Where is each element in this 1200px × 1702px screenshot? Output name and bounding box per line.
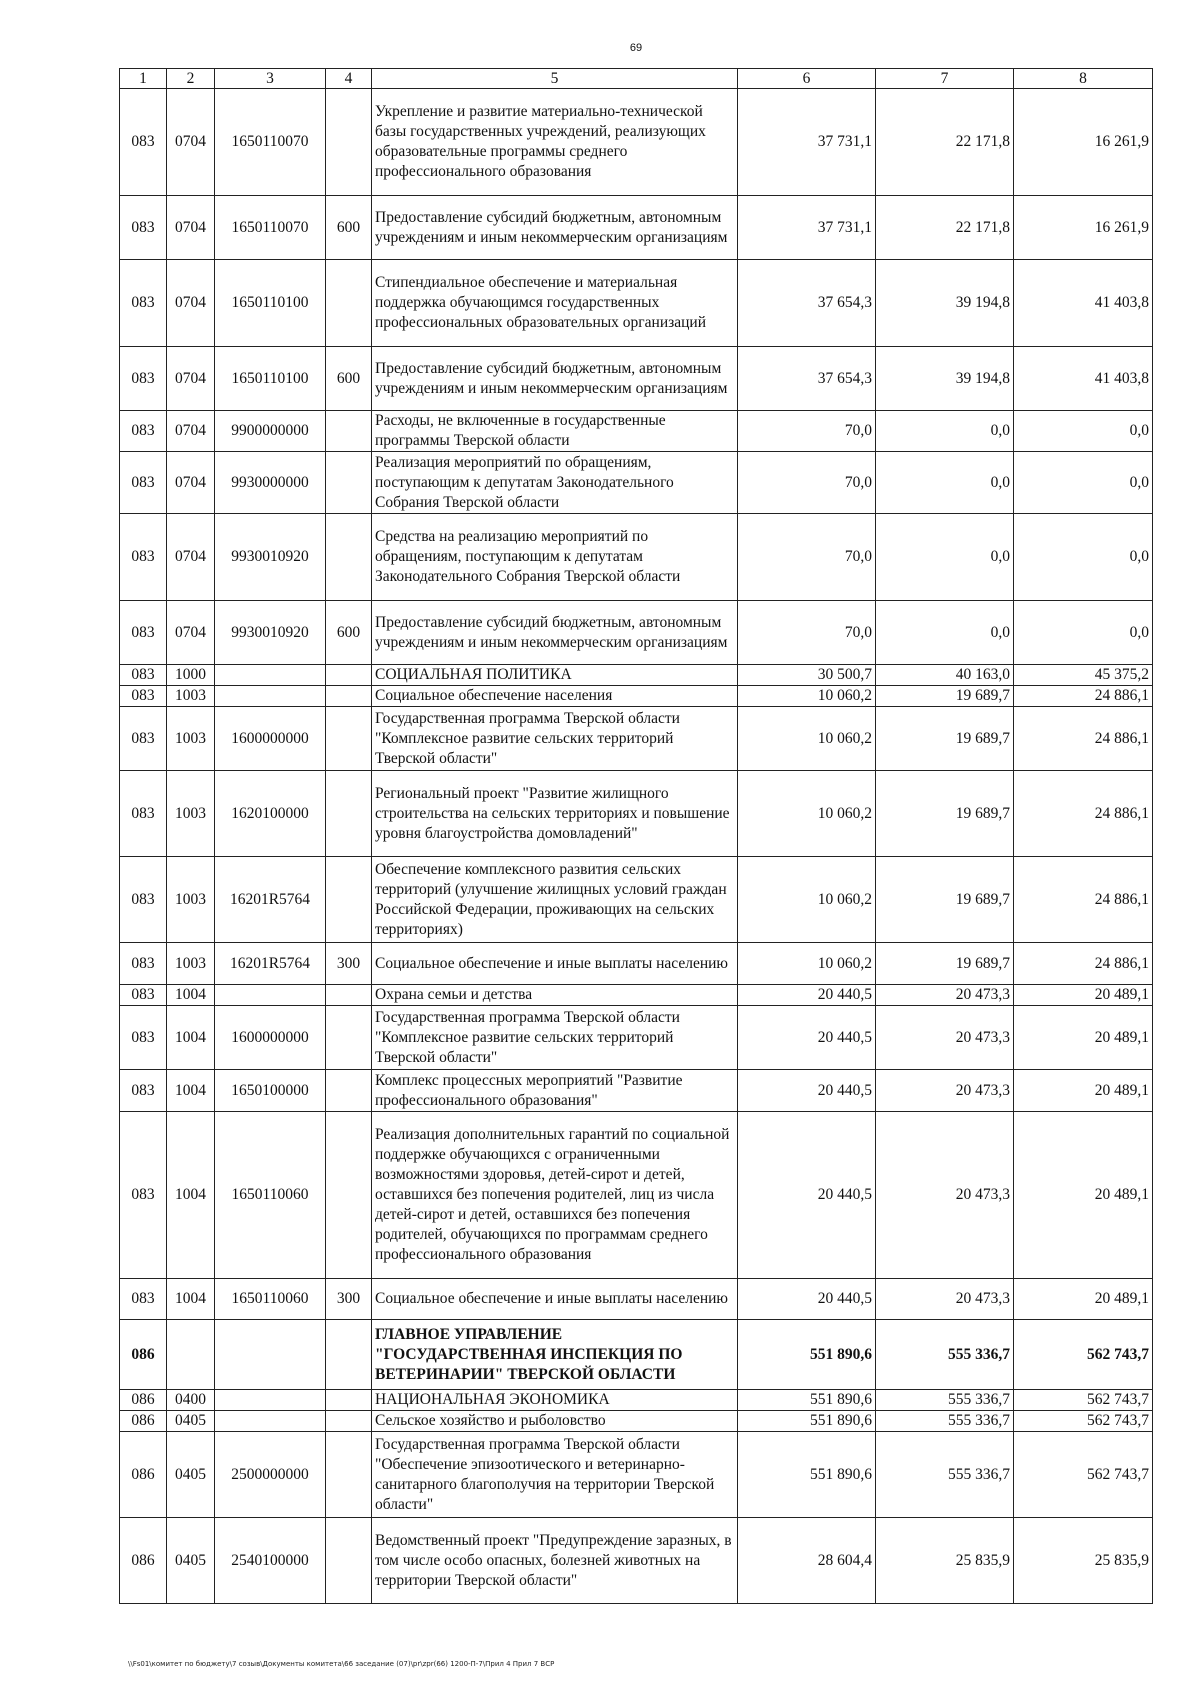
- amount-year1-cell: 20 440,5: [738, 1112, 876, 1279]
- amount-year1-cell: 37 654,3: [738, 347, 876, 411]
- description-cell: Предоставление субсидий бюджетным, автономным учреждениям и иным некоммерческим организациям: [372, 196, 738, 260]
- amount-year2-cell: 20 473,3: [876, 985, 1014, 1006]
- amount-year2-cell: 0,0: [876, 514, 1014, 601]
- column-header-1: 1: [120, 69, 167, 89]
- amount-year3-cell: 20 489,1: [1014, 1006, 1153, 1070]
- amount-year3-cell: 0,0: [1014, 514, 1153, 601]
- expense-type-cell: [326, 1112, 372, 1279]
- table-row: [120, 857, 1153, 943]
- section-code-cell: 0704: [167, 89, 215, 196]
- chapter-code-cell: 083: [120, 943, 167, 985]
- amount-year3-cell: 20 489,1: [1014, 985, 1153, 1006]
- expense-type-cell: [326, 89, 372, 196]
- section-code-cell: 1004: [167, 1112, 215, 1279]
- expense-type-cell: [326, 1320, 372, 1390]
- amount-year3-cell: 0,0: [1014, 411, 1153, 452]
- target-article-cell: [215, 1320, 326, 1390]
- amount-year3-cell: 0,0: [1014, 601, 1153, 665]
- table-row: [120, 707, 1153, 771]
- section-code-cell: [167, 1320, 215, 1390]
- section-code-cell: 0405: [167, 1432, 215, 1518]
- target-article-cell: 9900000000: [215, 411, 326, 452]
- expense-type-cell: 600: [326, 196, 372, 260]
- amount-year2-cell: 19 689,7: [876, 943, 1014, 985]
- amount-year3-cell: 20 489,1: [1014, 1070, 1153, 1112]
- amount-year3-cell: 24 886,1: [1014, 857, 1153, 943]
- amount-year3-cell: 16 261,9: [1014, 196, 1153, 260]
- target-article-cell: 2540100000: [215, 1518, 326, 1604]
- amount-year3-cell: 24 886,1: [1014, 943, 1153, 985]
- target-article-cell: [215, 985, 326, 1006]
- section-code-cell: 0704: [167, 452, 215, 514]
- target-article-cell: 1650110060: [215, 1279, 326, 1320]
- amount-year2-cell: 0,0: [876, 601, 1014, 665]
- chapter-code-cell: 083: [120, 686, 167, 707]
- table-body: [120, 89, 1153, 1604]
- amount-year3-cell: 24 886,1: [1014, 707, 1153, 771]
- amount-year2-cell: 555 336,7: [876, 1411, 1014, 1432]
- amount-year3-cell: 45 375,2: [1014, 665, 1153, 686]
- description-cell: Обеспечение комплексного развития сельских территорий (улучшение жилищных условий граждан Российской Федерации, проживающих на сельских территориях): [372, 857, 738, 943]
- amount-year2-cell: 22 171,8: [876, 89, 1014, 196]
- table-row: [120, 665, 1153, 686]
- expense-type-cell: [326, 452, 372, 514]
- amount-year2-cell: 22 171,8: [876, 196, 1014, 260]
- table-row: [120, 601, 1153, 665]
- target-article-cell: 1600000000: [215, 1006, 326, 1070]
- table-row: [120, 514, 1153, 601]
- expense-type-cell: [326, 985, 372, 1006]
- section-code-cell: 1004: [167, 1006, 215, 1070]
- expense-type-cell: [326, 1411, 372, 1432]
- amount-year3-cell: 562 743,7: [1014, 1411, 1153, 1432]
- description-cell: Государственная программа Тверской области "Комплексное развитие сельских территорий Тверской области": [372, 707, 738, 771]
- target-article-cell: 1650110100: [215, 260, 326, 347]
- expense-type-cell: 300: [326, 1279, 372, 1320]
- description-cell: Предоставление субсидий бюджетным, автономным учреждениям и иным некоммерческим организациям: [372, 347, 738, 411]
- chapter-code-cell: 086: [120, 1390, 167, 1411]
- section-code-cell: 0704: [167, 196, 215, 260]
- expense-type-cell: [326, 411, 372, 452]
- section-code-cell: 0704: [167, 260, 215, 347]
- section-code-cell: 0405: [167, 1411, 215, 1432]
- description-cell: НАЦИОНАЛЬНАЯ ЭКОНОМИКА: [372, 1390, 738, 1411]
- target-article-cell: 1650110100: [215, 347, 326, 411]
- description-cell: Реализация дополнительных гарантий по социальной поддержке обучающихся с ограниченными возможностями здоровья, детей-сирот и детей, оставшихся без попечения родителей, лиц из числа детей-сирот и детей, оставшихся без попечения родителей, обучающихся по программам среднего профессионального образования: [372, 1112, 738, 1279]
- amount-year1-cell: 20 440,5: [738, 1279, 876, 1320]
- section-code-cell: 1000: [167, 665, 215, 686]
- target-article-cell: 9930010920: [215, 514, 326, 601]
- amount-year2-cell: 25 835,9: [876, 1518, 1014, 1604]
- chapter-code-cell: 083: [120, 196, 167, 260]
- table-row: [120, 1390, 1153, 1411]
- table-row: [120, 347, 1153, 411]
- chapter-code-cell: 083: [120, 857, 167, 943]
- expense-type-cell: 600: [326, 347, 372, 411]
- amount-year1-cell: 10 060,2: [738, 771, 876, 857]
- target-article-cell: [215, 1390, 326, 1411]
- amount-year2-cell: 20 473,3: [876, 1279, 1014, 1320]
- expense-type-cell: [326, 707, 372, 771]
- amount-year1-cell: 30 500,7: [738, 665, 876, 686]
- table-row: [120, 196, 1153, 260]
- description-cell: Государственная программа Тверской области "Комплексное развитие сельских территорий Тверской области": [372, 1006, 738, 1070]
- amount-year2-cell: 19 689,7: [876, 857, 1014, 943]
- amount-year1-cell: 551 890,6: [738, 1390, 876, 1411]
- table-row: [120, 771, 1153, 857]
- amount-year1-cell: 37 731,1: [738, 89, 876, 196]
- expense-type-cell: [326, 1070, 372, 1112]
- description-cell: Государственная программа Тверской области "Обеспечение эпизоотического и ветеринарно-санитарного благополучия на территории Тверской области": [372, 1432, 738, 1518]
- description-cell: Средства на реализацию мероприятий по обращениям, поступающим к депутатам Законодательного Собрания Тверской области: [372, 514, 738, 601]
- description-cell: Социальное обеспечение населения: [372, 686, 738, 707]
- description-cell: Стипендиальное обеспечение и материальная поддержка обучающимся государственных профессиональных образовательных организаций: [372, 260, 738, 347]
- section-code-cell: 1003: [167, 686, 215, 707]
- amount-year2-cell: 555 336,7: [876, 1390, 1014, 1411]
- chapter-code-cell: 083: [120, 514, 167, 601]
- target-article-cell: 1600000000: [215, 707, 326, 771]
- section-code-cell: 1003: [167, 707, 215, 771]
- table-row: [120, 1518, 1153, 1604]
- chapter-code-cell: 086: [120, 1518, 167, 1604]
- expense-type-cell: 600: [326, 601, 372, 665]
- amount-year1-cell: 70,0: [738, 411, 876, 452]
- chapter-code-cell: 083: [120, 411, 167, 452]
- amount-year2-cell: 20 473,3: [876, 1112, 1014, 1279]
- target-article-cell: 1620100000: [215, 771, 326, 857]
- amount-year2-cell: 19 689,7: [876, 686, 1014, 707]
- chapter-code-cell: 083: [120, 1279, 167, 1320]
- amount-year1-cell: 551 890,6: [738, 1320, 876, 1390]
- description-cell: Ведомственный проект "Предупреждение заразных, в том числе особо опасных, болезней животных на территории Тверской области": [372, 1518, 738, 1604]
- file-path-footer: \\Fs01\комитет по бюджету\7 созыв\Документы комитета\66 заседание (07)\pr\zpr(66) 1200-П-7\Прил 4 Прил 7 ВСР: [128, 1660, 555, 1668]
- expense-type-cell: [326, 260, 372, 347]
- amount-year3-cell: 562 743,7: [1014, 1432, 1153, 1518]
- amount-year2-cell: 19 689,7: [876, 707, 1014, 771]
- table-row: [120, 1279, 1153, 1320]
- section-code-cell: 1003: [167, 943, 215, 985]
- amount-year2-cell: 20 473,3: [876, 1070, 1014, 1112]
- expense-type-cell: [326, 1432, 372, 1518]
- table-row: [120, 686, 1153, 707]
- section-code-cell: 1004: [167, 985, 215, 1006]
- amount-year2-cell: 0,0: [876, 411, 1014, 452]
- target-article-cell: 9930010920: [215, 601, 326, 665]
- amount-year3-cell: 41 403,8: [1014, 260, 1153, 347]
- expense-type-cell: [326, 686, 372, 707]
- amount-year3-cell: 562 743,7: [1014, 1320, 1153, 1390]
- target-article-cell: 1650100000: [215, 1070, 326, 1112]
- amount-year1-cell: 70,0: [738, 452, 876, 514]
- column-header-4: 4: [326, 69, 372, 89]
- column-header-3: 3: [215, 69, 326, 89]
- expense-type-cell: 300: [326, 943, 372, 985]
- target-article-cell: 1650110070: [215, 89, 326, 196]
- table-row: [120, 1320, 1153, 1390]
- description-cell: Расходы, не включенные в государственные программы Тверской области: [372, 411, 738, 452]
- chapter-code-cell: 086: [120, 1432, 167, 1518]
- table-row: [120, 411, 1153, 452]
- target-article-cell: 16201R5764: [215, 857, 326, 943]
- amount-year1-cell: 20 440,5: [738, 1006, 876, 1070]
- amount-year3-cell: 20 489,1: [1014, 1279, 1153, 1320]
- amount-year1-cell: 70,0: [738, 601, 876, 665]
- description-cell: СОЦИАЛЬНАЯ ПОЛИТИКА: [372, 665, 738, 686]
- description-cell: Реализация мероприятий по обращениям, поступающим к депутатам Законодательного Собрания Тверской области: [372, 452, 738, 514]
- chapter-code-cell: 083: [120, 1070, 167, 1112]
- section-code-cell: 1003: [167, 857, 215, 943]
- amount-year1-cell: 20 440,5: [738, 985, 876, 1006]
- column-header-5: 5: [372, 69, 738, 89]
- section-code-cell: 0400: [167, 1390, 215, 1411]
- amount-year3-cell: 41 403,8: [1014, 347, 1153, 411]
- target-article-cell: 1650110070: [215, 196, 326, 260]
- chapter-code-cell: 083: [120, 985, 167, 1006]
- amount-year3-cell: 20 489,1: [1014, 1112, 1153, 1279]
- section-code-cell: 0704: [167, 514, 215, 601]
- target-article-cell: 9930000000: [215, 452, 326, 514]
- budget-table: [119, 68, 1153, 1604]
- target-article-cell: 1650110060: [215, 1112, 326, 1279]
- target-article-cell: 16201R5764: [215, 943, 326, 985]
- table-row: [120, 985, 1153, 1006]
- amount-year2-cell: 40 163,0: [876, 665, 1014, 686]
- amount-year1-cell: 551 890,6: [738, 1432, 876, 1518]
- amount-year3-cell: 16 261,9: [1014, 89, 1153, 196]
- amount-year1-cell: 70,0: [738, 514, 876, 601]
- amount-year3-cell: 24 886,1: [1014, 771, 1153, 857]
- table-row: [120, 1006, 1153, 1070]
- section-code-cell: 1004: [167, 1070, 215, 1112]
- table-row: [120, 452, 1153, 514]
- description-cell: Сельское хозяйство и рыболовство: [372, 1411, 738, 1432]
- header-row: [120, 69, 1153, 89]
- column-header-6: 6: [738, 69, 876, 89]
- chapter-code-cell: 083: [120, 665, 167, 686]
- chapter-code-cell: 083: [120, 260, 167, 347]
- target-article-cell: [215, 1411, 326, 1432]
- amount-year1-cell: 37 654,3: [738, 260, 876, 347]
- chapter-code-cell: 083: [120, 452, 167, 514]
- amount-year1-cell: 10 060,2: [738, 943, 876, 985]
- description-cell: Охрана семьи и детства: [372, 985, 738, 1006]
- section-code-cell: 1003: [167, 771, 215, 857]
- table-row: [120, 1432, 1153, 1518]
- amount-year3-cell: 0,0: [1014, 452, 1153, 514]
- amount-year2-cell: 555 336,7: [876, 1320, 1014, 1390]
- expense-type-cell: [326, 1518, 372, 1604]
- chapter-code-cell: 086: [120, 1411, 167, 1432]
- target-article-cell: [215, 665, 326, 686]
- expense-type-cell: [326, 1006, 372, 1070]
- description-cell: Социальное обеспечение и иные выплаты населению: [372, 943, 738, 985]
- chapter-code-cell: 083: [120, 1006, 167, 1070]
- target-article-cell: 2500000000: [215, 1432, 326, 1518]
- amount-year1-cell: 28 604,4: [738, 1518, 876, 1604]
- amount-year3-cell: 562 743,7: [1014, 1390, 1153, 1411]
- amount-year1-cell: 37 731,1: [738, 196, 876, 260]
- table-row: [120, 1411, 1153, 1432]
- description-cell: Комплекс процессных мероприятий "Развитие профессионального образования": [372, 1070, 738, 1112]
- column-header-7: 7: [876, 69, 1014, 89]
- section-code-cell: 1004: [167, 1279, 215, 1320]
- section-code-cell: 0405: [167, 1518, 215, 1604]
- description-cell: Укрепление и развитие материально-технической базы государственных учреждений, реализующих образовательные программы среднего профессионального образования: [372, 89, 738, 196]
- amount-year2-cell: 39 194,8: [876, 347, 1014, 411]
- amount-year1-cell: 10 060,2: [738, 707, 876, 771]
- amount-year1-cell: 551 890,6: [738, 1411, 876, 1432]
- amount-year1-cell: 10 060,2: [738, 686, 876, 707]
- table-row: [120, 89, 1153, 196]
- expense-type-cell: [326, 857, 372, 943]
- amount-year1-cell: 20 440,5: [738, 1070, 876, 1112]
- amount-year3-cell: 25 835,9: [1014, 1518, 1153, 1604]
- chapter-code-cell: 083: [120, 89, 167, 196]
- column-header-8: 8: [1014, 69, 1153, 89]
- expense-type-cell: [326, 665, 372, 686]
- amount-year2-cell: 19 689,7: [876, 771, 1014, 857]
- table-row: [120, 1070, 1153, 1112]
- expense-type-cell: [326, 514, 372, 601]
- chapter-code-cell: 083: [120, 601, 167, 665]
- amount-year3-cell: 24 886,1: [1014, 686, 1153, 707]
- column-header-2: 2: [167, 69, 215, 89]
- target-article-cell: [215, 686, 326, 707]
- description-cell: ГЛАВНОЕ УПРАВЛЕНИЕ "ГОСУДАРСТВЕННАЯ ИНСПЕКЦИЯ ПО ВЕТЕРИНАРИИ" ТВЕРСКОЙ ОБЛАСТИ: [372, 1320, 738, 1390]
- description-cell: Региональный проект "Развитие жилищного строительства на сельских территориях и повышение уровня благоустройства домовладений": [372, 771, 738, 857]
- chapter-code-cell: 083: [120, 1112, 167, 1279]
- amount-year1-cell: 10 060,2: [738, 857, 876, 943]
- section-code-cell: 0704: [167, 347, 215, 411]
- section-code-cell: 0704: [167, 411, 215, 452]
- amount-year2-cell: 0,0: [876, 452, 1014, 514]
- expense-type-cell: [326, 1390, 372, 1411]
- chapter-code-cell: 086: [120, 1320, 167, 1390]
- table-row: [120, 1112, 1153, 1279]
- amount-year2-cell: 39 194,8: [876, 260, 1014, 347]
- chapter-code-cell: 083: [120, 707, 167, 771]
- amount-year2-cell: 555 336,7: [876, 1432, 1014, 1518]
- section-code-cell: 0704: [167, 601, 215, 665]
- expense-type-cell: [326, 771, 372, 857]
- page-number: 69: [629, 42, 643, 54]
- table-row: [120, 943, 1153, 985]
- chapter-code-cell: 083: [120, 347, 167, 411]
- table-row: [120, 260, 1153, 347]
- description-cell: Социальное обеспечение и иные выплаты населению: [372, 1279, 738, 1320]
- chapter-code-cell: 083: [120, 771, 167, 857]
- amount-year2-cell: 20 473,3: [876, 1006, 1014, 1070]
- description-cell: Предоставление субсидий бюджетным, автономным учреждениям и иным некоммерческим организациям: [372, 601, 738, 665]
